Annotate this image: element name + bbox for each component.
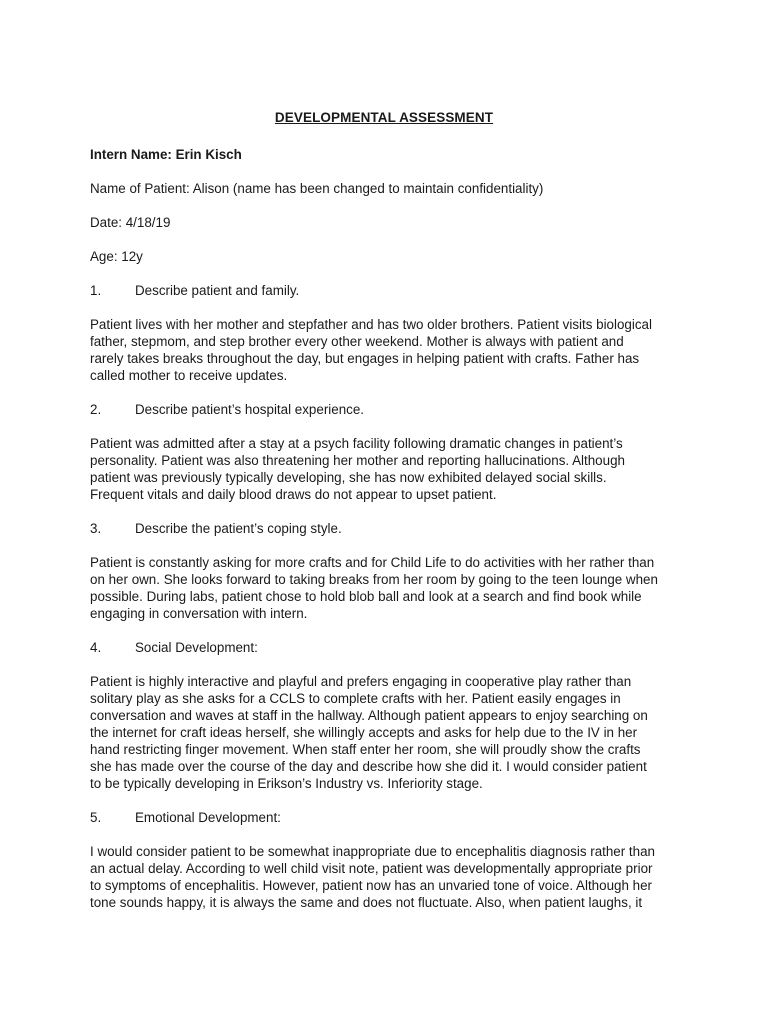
section-heading-text: Describe patient and family. <box>135 283 300 298</box>
paragraph-line: Patient is highly interactive and playful and prefers engaging in cooperative play rather than <box>90 674 632 689</box>
paragraph-line: father, stepmom, and step brother every other weekend. Mother is always with patient and <box>90 334 624 349</box>
paragraph-line: Patient is constantly asking for more crafts and for Child Life to do activities with her rather than <box>90 555 655 570</box>
section-paragraph <box>90 673 690 792</box>
section-number: 4. <box>90 640 102 655</box>
section-heading <box>90 639 690 656</box>
paragraph-line: called mother to receive updates. <box>90 368 288 383</box>
section-paragraph <box>90 316 690 384</box>
paragraph-line: to symptoms of encephalitis. However, patient now has an unvaried tone of voice. Although her <box>90 878 652 893</box>
paragraph-line: engaging in conversation with intern. <box>90 606 308 621</box>
paragraph-line: patient was previously typically developing, she has now exhibited delayed social skills. <box>90 470 607 485</box>
paragraph-line: tone sounds happy, it is always the same and does not fluctuate. Also, when patient laughs, it <box>90 895 643 910</box>
paragraph-line: rarely takes breaks throughout the day, but engages in helping patient with crafts. Father has <box>90 351 640 366</box>
section-paragraph <box>90 554 690 622</box>
age-line: Age: 12y <box>90 249 143 264</box>
paragraph-line: hand restricting finger movement. When staff enter her room, she will proudly show the crafts <box>90 742 641 757</box>
paragraph-line: Patient was admitted after a stay at a psych facility following dramatic changes in patient’s <box>90 436 623 451</box>
date-line: Date: 4/18/19 <box>90 215 171 230</box>
sections <box>90 282 690 911</box>
paragraph-line: an actual delay. According to well child visit note, patient was developmentally appropriate prior <box>90 861 653 876</box>
section-heading <box>90 520 690 537</box>
section-paragraph <box>90 843 690 911</box>
section-number: 1. <box>90 283 102 298</box>
intern-name-line: Intern Name: Erin Kisch <box>90 147 242 162</box>
paragraph-line: Patient lives with her mother and stepfather and has two older brothers. Patient visits biological <box>90 317 652 332</box>
section-number: 2. <box>90 402 102 417</box>
document-title: DEVELOPMENTAL ASSESSMENT <box>274 110 494 125</box>
section-heading-text: Emotional Development: <box>135 810 281 825</box>
paragraph-line: she has made over the course of the day and describe how she did it. I would consider patient <box>90 759 647 774</box>
paragraph-line: personality. Patient was also threatening her mother and reporting hallucinations. Although <box>90 453 625 468</box>
section-heading <box>90 282 690 299</box>
section-number: 3. <box>90 521 102 536</box>
section-heading-text: Describe patient’s hospital experience. <box>135 402 365 417</box>
section-paragraph <box>90 435 690 503</box>
paragraph-line: possible. During labs, patient chose to hold blob ball and look at a search and find book while <box>90 589 642 604</box>
paragraph-line: conversation and waves at staff in the hallway. Although patient appears to enjoy searching on <box>90 708 648 723</box>
section-heading-text: Describe the patient’s coping style. <box>135 521 342 536</box>
paragraph-line: I would consider patient to be somewhat inappropriate due to encephalitis diagnosis rather than <box>90 844 655 859</box>
section-number: 5. <box>90 810 102 825</box>
paragraph-line: to be typically developing in Erikson’s Industry vs. Inferiority stage. <box>90 776 483 791</box>
document-body <box>90 146 690 911</box>
patient-name-line: Name of Patient: Alison (name has been changed to maintain confidentiality) <box>90 181 544 196</box>
paragraph-line: solitary play as she asks for a CCLS to complete crafts with her. Patient easily engages in <box>90 691 621 706</box>
section-heading <box>90 401 690 418</box>
section-heading-text: Social Development: <box>135 640 258 655</box>
section-heading <box>90 809 690 826</box>
paragraph-line: on her own. She looks forward to taking breaks from her room by going to the teen lounge when <box>90 572 658 587</box>
paragraph-line: the internet for craft ideas herself, she willingly accepts and asks for help due to the IV in her <box>90 725 638 740</box>
paragraph-line: Frequent vitals and daily blood draws do not appear to upset patient. <box>90 487 497 502</box>
